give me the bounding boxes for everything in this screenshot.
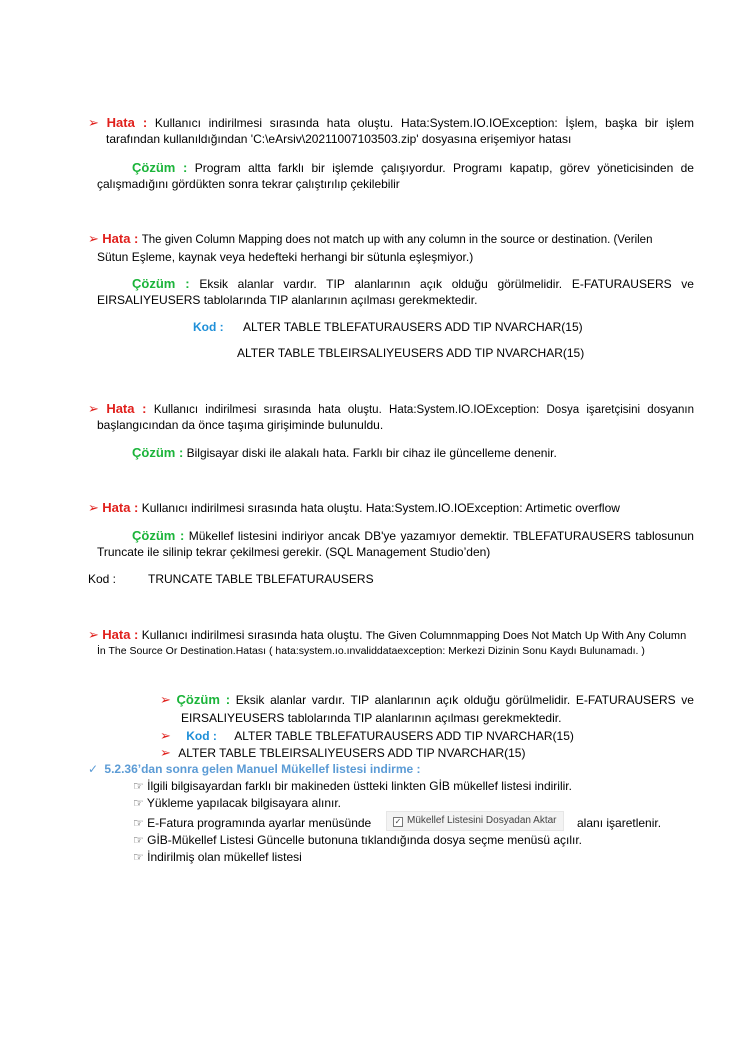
section-5-hata-line-1 [88, 627, 686, 644]
manual-step-1 [133, 779, 572, 794]
step-text: Yükleme yapılacak bilgisayara alınır. [146, 796, 341, 810]
manual-step-4 [133, 833, 582, 848]
arrow-bullet-icon: ➢ [160, 692, 171, 707]
section-3-hata-line-1 [88, 401, 694, 418]
kod-label: Kod : [186, 729, 217, 743]
cozum-text: Eksik alanlar vardır. TIP alanlarının açık olduğu görülmelidir. E-FATURAUSERS ve [199, 277, 694, 291]
cozum-text: Eksik alanlar vardır. TIP alanlarının açık olduğu görülmelidir. E-FATURAUSERS ve [235, 693, 694, 707]
check-icon: ✓ [88, 762, 99, 776]
cozum-text: Mükellef listesini indiriyor ancak DB'ye yazamıyor demektir. TBLEFATURAUSERS tablosunun [188, 529, 694, 543]
manual-step-3-suffix: alanı işaretlenir. [577, 816, 662, 830]
manual-step-3 [133, 816, 371, 831]
hata-text: Kullanıcı indirilmesi sırasında hata oluştu. Hata:System.IO.IOException: Artimetic overflow [141, 501, 620, 515]
section-2-cozum-line-1 [132, 276, 694, 292]
step-text: İndirilmiş olan mükellef listesi [147, 850, 302, 864]
section-1-hata-line-2: tarafından kullanıldığından 'C:\eArsiv\20211007103503.zip' dosyasına erişemiyor hatası [106, 132, 572, 146]
arrow-bullet-icon: ➢ [88, 500, 99, 515]
pointing-hand-icon: ☞ [133, 850, 144, 864]
section-1-cozum-line-1 [132, 160, 694, 176]
section-5-kod-line [160, 728, 574, 744]
arrow-bullet-icon: ➢ [88, 115, 99, 130]
manual-heading-text: 5.2.36’dan sonra gelen Manuel Mükellef listesi indirme : [104, 762, 421, 776]
section-3-hata-line-2: başlangıcından da önce taşıma girişiminde bulunuldu. [97, 418, 384, 432]
step-text: E-Fatura programında ayarlar menüsünde [147, 816, 372, 830]
hata-text: Kullanıcı indirilmesi sırasında hata oluştu. [141, 628, 363, 642]
arrow-bullet-icon: ➢ [88, 401, 99, 416]
step-text: İlgili bilgisayardan farklı bir makineden üstteki linkten GİB mükellef listesi indirilir. [147, 779, 572, 793]
hata-label: Hata : [106, 115, 148, 130]
section-4-cozum-line-2: Truncate ile silinip tekrar çekilmesi gerekir. (SQL Management Studio’den) [97, 545, 491, 559]
kod-text: TRUNCATE TABLE TBLEFATURAUSERS [148, 572, 374, 586]
section-4-kod-line [88, 572, 374, 587]
hata-text: The given Column Mapping does not match up with any column in the source or destination. (Verilen [141, 234, 653, 246]
pointing-hand-icon: ☞ [133, 833, 144, 847]
pointing-hand-icon: ☞ [133, 779, 144, 793]
pointing-hand-icon: ☞ [133, 816, 144, 830]
section-5-extra-line [160, 745, 525, 761]
arrow-bullet-icon: ➢ [160, 728, 171, 743]
hata-text-english: The Given Columnmapping Does Not Match Up With Any Column [365, 630, 687, 642]
checkbox-icon: ✓ [394, 817, 402, 826]
section-4-cozum-line-1 [132, 528, 694, 544]
extra-text: ALTER TABLE TBLEIRSALIYEUSERS ADD TIP NVARCHAR(15) [178, 746, 526, 760]
kod-label-plain: Kod : [88, 572, 117, 586]
arrow-bullet-icon: ➢ [88, 627, 99, 642]
section-2-hata-line-1 [88, 231, 652, 248]
manual-heading [88, 762, 421, 777]
hata-text: Kullanıcı indirilmesi sırasında hata oluştu. Hata:System.IO.IOException: İşlem, başka bir işlem [154, 116, 694, 130]
cozum-label: Çözüm : [132, 445, 184, 460]
kod-text: ALTER TABLE TBLEFATURAUSERS ADD TIP NVARCHAR(15) [243, 320, 583, 334]
section-2-cozum-line-2: EIRSALIYEUSERS tablolarında TIP alanlarının açılması gerekmektedir. [97, 293, 478, 307]
hata-label: Hata : [102, 627, 139, 642]
manual-step-2 [133, 796, 341, 811]
section-2-kod-line-1 [193, 320, 583, 335]
section-3-cozum-line-1 [132, 445, 557, 461]
arrow-bullet-icon: ➢ [88, 231, 99, 246]
cozum-label: Çözüm : [132, 160, 188, 175]
pointing-hand-icon: ☞ [133, 796, 144, 810]
section-4-hata-line-1 [88, 500, 620, 516]
arrow-bullet-icon: ➢ [160, 745, 171, 760]
section-2-hata-line-2: Sütun Eşleme, kaynak veya hedefteki herhangi bir sütunla eşleşmiyor.) [97, 250, 474, 264]
hata-label: Hata : [102, 231, 139, 246]
mukellef-listesi-checkbox-image [386, 811, 564, 831]
hata-label: Hata : [102, 500, 139, 515]
section-5-cozum-line-2: EIRSALIYEUSERS tablolarında TIP alanlarının açılması gerekmektedir. [181, 711, 562, 725]
hata-label: Hata : [106, 401, 147, 416]
section-1-hata-line-1 [88, 115, 694, 131]
hata-text: Kullanıcı indirilmesi sırasında hata oluştu. Hata:System.IO.IOException: Dosya işaretçisini dosyanın [153, 404, 694, 416]
cozum-label: Çözüm : [132, 528, 185, 543]
kod-label: Kod : [193, 320, 224, 334]
section-1-cozum-line-2: çalışmadığını gördükten sonra tekrar çalıştırılıp çekilebilir [97, 177, 400, 191]
cozum-label: Çözüm : [176, 692, 231, 707]
kod-text: ALTER TABLE TBLEFATURAUSERS ADD TIP NVARCHAR(15) [234, 729, 574, 743]
section-2-kod-line-2: ALTER TABLE TBLEIRSALIYEUSERS ADD TIP NVARCHAR(15) [237, 346, 585, 360]
inline-option-text: Mükellef Listesini Dosyadan Aktar [407, 815, 557, 826]
section-5-cozum-line-1 [160, 692, 694, 708]
cozum-label: Çözüm : [132, 276, 190, 291]
manual-step-5 [133, 850, 302, 865]
step-text: GİB-Mükellef Listesi Güncelle butonuna tıklandığında dosya seçme menüsü açılır. [147, 833, 583, 847]
cozum-text: Bilgisayar diski ile alakalı hata. Farklı bir cihaz ile güncelleme denenir. [186, 446, 557, 460]
section-5-hata-line-2: İn The Source Or Destination.Hatası ( hata:system.ıo.ınvaliddataexception: Merkezi Dizinin Sonu Kaydı Bulunamadı. ) [97, 645, 645, 657]
cozum-text: Program altta farklı bir işlemde çalışıyordur. Programı kapatıp, görev yöneticisinden de [194, 161, 694, 175]
